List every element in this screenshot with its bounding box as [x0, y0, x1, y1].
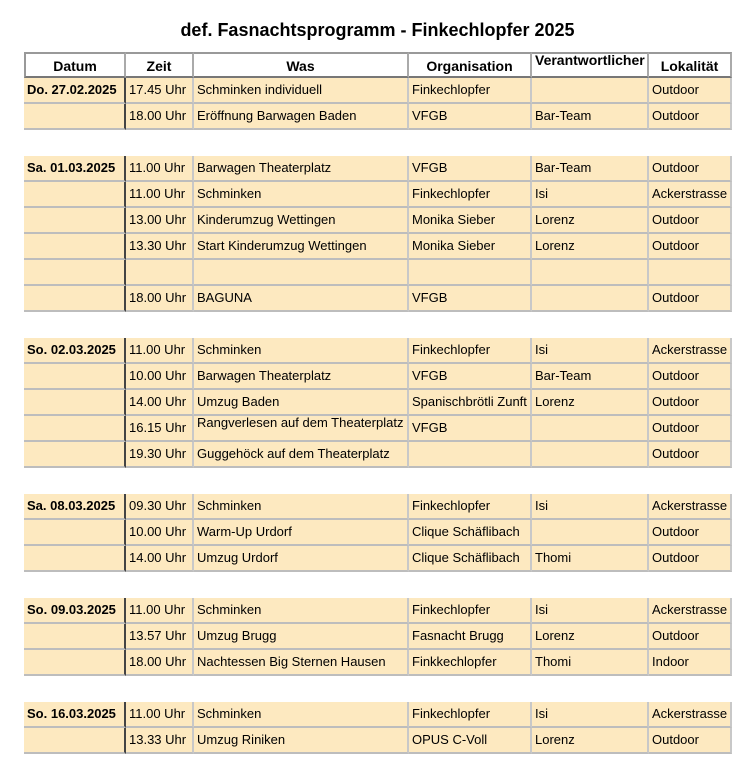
table-cell: So. 16.03.2025: [24, 702, 126, 728]
table-row: [24, 416, 732, 442]
table-cell: Outdoor: [649, 234, 732, 260]
table-row: [24, 78, 732, 104]
schedule-table: [24, 52, 732, 754]
table-cell: 11.00 Uhr: [126, 156, 194, 182]
table-cell: VFGB: [409, 104, 532, 130]
table-cell: Outdoor: [649, 624, 732, 650]
page-title: def. Fasnachtsprogramm - Finkechlopfer 2025: [180, 20, 575, 40]
table-row: [24, 156, 732, 182]
table-cell: So. 02.03.2025: [24, 338, 126, 364]
table-cell: VFGB: [409, 156, 532, 182]
table-body: [24, 78, 732, 754]
table-cell: OPUS C-Voll: [409, 728, 532, 754]
table-cell: VFGB: [409, 286, 532, 312]
table-cell: 18.00 Uhr: [126, 650, 194, 676]
table-cell: Outdoor: [649, 442, 732, 468]
table-cell: [24, 260, 126, 286]
table-cell: Schminken: [194, 182, 409, 208]
header-was: Was: [194, 52, 409, 78]
table-cell: Outdoor: [649, 364, 732, 390]
table-cell: Lorenz: [532, 624, 649, 650]
table-cell: 13.30 Uhr: [126, 234, 194, 260]
block-spacer: [24, 468, 732, 494]
table-cell: Outdoor: [649, 520, 732, 546]
table-row: [24, 728, 732, 754]
table-cell: Outdoor: [649, 416, 732, 442]
table-cell: [24, 364, 126, 390]
table-cell: Isi: [532, 598, 649, 624]
block-spacer: [24, 130, 732, 156]
table-cell: Barwagen Theaterplatz: [194, 156, 409, 182]
table-cell: 16.15 Uhr: [126, 416, 194, 442]
table-cell: [532, 442, 649, 468]
header-datum: Datum: [24, 52, 126, 78]
table-cell: Nachtessen Big Sternen Hausen: [194, 650, 409, 676]
table-row: [24, 442, 732, 468]
table-cell: [532, 416, 649, 442]
table-cell: Fasnacht Brugg: [409, 624, 532, 650]
table-row: [24, 286, 732, 312]
table-cell: Ackerstrasse: [649, 494, 732, 520]
table-cell: VFGB: [409, 416, 532, 442]
table-cell: Isi: [532, 182, 649, 208]
table-row: [24, 260, 732, 286]
table-cell: Sa. 01.03.2025: [24, 156, 126, 182]
table-cell: Isi: [532, 494, 649, 520]
table-cell: 13.57 Uhr: [126, 624, 194, 650]
table-cell: Barwagen Theaterplatz: [194, 364, 409, 390]
table-cell: Finkechlopfer: [409, 78, 532, 104]
table-cell: Isi: [532, 702, 649, 728]
table-header: [24, 52, 732, 78]
table-cell: Bar-Team: [532, 364, 649, 390]
table-row: [24, 520, 732, 546]
table-cell: Start Kinderumzug Wettingen: [194, 234, 409, 260]
table-cell: [24, 416, 126, 442]
table-cell: 14.00 Uhr: [126, 390, 194, 416]
table-cell: Finkkechlopfer: [409, 650, 532, 676]
table-cell: Finkechlopfer: [409, 182, 532, 208]
table-cell: Bar-Team: [532, 156, 649, 182]
table-cell: Bar-Team: [532, 104, 649, 130]
table-cell: [532, 78, 649, 104]
table-row: [24, 182, 732, 208]
table-cell: [24, 182, 126, 208]
table-row: [24, 546, 732, 572]
table-cell: Umzug Urdorf: [194, 546, 409, 572]
table-cell: 11.00 Uhr: [126, 598, 194, 624]
table-cell: Schminken individuell: [194, 78, 409, 104]
table-cell: Lorenz: [532, 728, 649, 754]
table-cell: [532, 520, 649, 546]
table-cell: 17.45 Uhr: [126, 78, 194, 104]
block-spacer: [24, 676, 732, 702]
table-cell: Outdoor: [649, 208, 732, 234]
table-cell: Schminken: [194, 598, 409, 624]
table-cell: [24, 390, 126, 416]
table-cell: [24, 442, 126, 468]
table-cell: Outdoor: [649, 728, 732, 754]
table-cell: [126, 260, 194, 286]
table-cell: [409, 260, 532, 286]
table-cell: Schminken: [194, 702, 409, 728]
table-cell: [24, 208, 126, 234]
table-cell: 11.00 Uhr: [126, 702, 194, 728]
table-row: [24, 390, 732, 416]
table-cell: Rangverlesen auf dem Theaterplatz: [194, 416, 409, 442]
table-cell: 13.33 Uhr: [126, 728, 194, 754]
table-cell: Outdoor: [649, 156, 732, 182]
block-spacer: [24, 572, 732, 598]
table-row: [24, 702, 732, 728]
table-cell: [409, 442, 532, 468]
table-cell: Spanischbrötli Zunft: [409, 390, 532, 416]
table-cell: [24, 624, 126, 650]
table-cell: [24, 728, 126, 754]
header-verantwortlicher: Verantwortlicher: [532, 52, 649, 78]
table-cell: 18.00 Uhr: [126, 104, 194, 130]
table-row: [24, 494, 732, 520]
table-row: [24, 650, 732, 676]
table-cell: Ackerstrasse: [649, 182, 732, 208]
table-cell: 09.30 Uhr: [126, 494, 194, 520]
table-row: [24, 364, 732, 390]
table-cell: Finkechlopfer: [409, 598, 532, 624]
table-cell: Monika Sieber: [409, 208, 532, 234]
table-cell: So. 09.03.2025: [24, 598, 126, 624]
table-cell: [24, 104, 126, 130]
table-cell: [532, 286, 649, 312]
table-cell: [24, 650, 126, 676]
table-cell: Finkechlopfer: [409, 338, 532, 364]
table-row: [24, 624, 732, 650]
table-row: [24, 234, 732, 260]
table-cell: Clique Schäflibach: [409, 546, 532, 572]
table-cell: Sa. 08.03.2025: [24, 494, 126, 520]
table-cell: 18.00 Uhr: [126, 286, 194, 312]
table-cell: 19.30 Uhr: [126, 442, 194, 468]
table-cell: Isi: [532, 338, 649, 364]
table-cell: [24, 520, 126, 546]
table-cell: 10.00 Uhr: [126, 364, 194, 390]
table-cell: Thomi: [532, 546, 649, 572]
table-cell: Lorenz: [532, 234, 649, 260]
table-row: [24, 208, 732, 234]
table-cell: [194, 260, 409, 286]
table-cell: Thomi: [532, 650, 649, 676]
table-cell: Umzug Brugg: [194, 624, 409, 650]
table-cell: 14.00 Uhr: [126, 546, 194, 572]
header-zeit: Zeit: [126, 52, 194, 78]
table-cell: VFGB: [409, 364, 532, 390]
table-cell: Ackerstrasse: [649, 598, 732, 624]
table-cell: [532, 260, 649, 286]
table-cell: Outdoor: [649, 78, 732, 104]
table-cell: [24, 546, 126, 572]
table-cell: Do. 27.02.2025: [24, 78, 126, 104]
table-row: [24, 598, 732, 624]
table-cell: Umzug Riniken: [194, 728, 409, 754]
table-cell: Eröffnung Barwagen Baden: [194, 104, 409, 130]
table-cell: Outdoor: [649, 104, 732, 130]
table-cell: Outdoor: [649, 390, 732, 416]
table-cell: 13.00 Uhr: [126, 208, 194, 234]
table-cell: 10.00 Uhr: [126, 520, 194, 546]
table-cell: Indoor: [649, 650, 732, 676]
table-cell: [649, 260, 732, 286]
header-organisation: Organisation: [409, 52, 532, 78]
table-cell: Finkechlopfer: [409, 702, 532, 728]
table-cell: BAGUNA: [194, 286, 409, 312]
table-row: [24, 104, 732, 130]
table-cell: [24, 286, 126, 312]
table-cell: 11.00 Uhr: [126, 182, 194, 208]
table-cell: Ackerstrasse: [649, 702, 732, 728]
block-spacer: [24, 312, 732, 338]
table-cell: Ackerstrasse: [649, 338, 732, 364]
table-cell: Clique Schäflibach: [409, 520, 532, 546]
table-cell: 11.00 Uhr: [126, 338, 194, 364]
table-cell: Outdoor: [649, 286, 732, 312]
table-cell: Kinderumzug Wettingen: [194, 208, 409, 234]
table-cell: Guggehöck auf dem Theaterplatz: [194, 442, 409, 468]
table-cell: [24, 234, 126, 260]
table-cell: Warm-Up Urdorf: [194, 520, 409, 546]
table-cell: Schminken: [194, 494, 409, 520]
table-cell: Umzug Baden: [194, 390, 409, 416]
table-cell: Schminken: [194, 338, 409, 364]
table-cell: Outdoor: [649, 546, 732, 572]
header-lokalitaet: Lokalität: [649, 52, 732, 78]
table-cell: Monika Sieber: [409, 234, 532, 260]
table-row: [24, 338, 732, 364]
table-cell: Finkechlopfer: [409, 494, 532, 520]
table-cell: Lorenz: [532, 208, 649, 234]
table-cell: Lorenz: [532, 390, 649, 416]
